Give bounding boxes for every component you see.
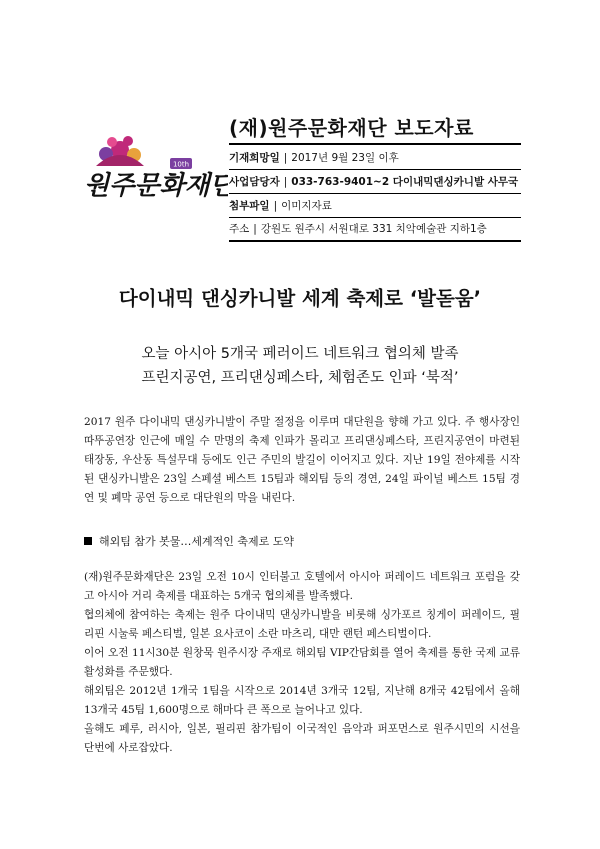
square-bullet-icon bbox=[84, 537, 92, 545]
paragraph-text: 해외팀은 2012년 1개국 1팀을 시작으로 2014년 3개국 12팀, 지난해 8개국 42팀에서 올해 13개국 45팀 1,600명으로 해마다 큰 폭으로 늘어나고 있다. bbox=[84, 685, 520, 716]
meta-value: 2017년 9월 23일 이후 bbox=[291, 152, 399, 164]
paragraph-text: 올해도 페루, 러시아, 일본, 필리핀 참가팀이 이국적인 음악과 퍼포먼스로 원주시민의 시선을 단번에 사로잡았다. bbox=[84, 723, 520, 754]
press-release-title: (재)원주문화재단 보도자료 bbox=[229, 116, 474, 140]
meta-label: 주소 bbox=[229, 223, 250, 235]
subheadline: 프린지공연, 프리댄싱페스타, 체험존도 인파 ‘북적’ bbox=[141, 370, 459, 386]
section-body bbox=[84, 568, 520, 758]
title-divider bbox=[229, 143, 521, 145]
meta-divider bbox=[229, 217, 521, 218]
meta-contact: 사업담당자 | 033-763-9401~2 다이내믹댄싱카니발 사무국 bbox=[229, 176, 519, 188]
meta-value: 이미지자료 bbox=[281, 200, 332, 212]
paragraph-text: 2017 원주 다이내믹 댄싱카니발이 주말 절정을 이루며 대단원을 향해 가고 있다. 주 행사장인 따뚜공연장 인근에 매일 수 만명의 축제 인파가 몰리고 프리댄싱페스타, 프린지공연이 마련된 태장동, 우산동 특설무대 등에도 인근 주민의 발길이 이어지고 있다. 지난 19일 전야제를 시작된 댄싱카니발은 23일 스페셜 베스트 15팀과 해외팀 등의 경연, 24일 파이널 베스트 15팀 경연 및 폐막 공연 등으로 대단원의 막을 내린다. bbox=[84, 416, 520, 504]
section-heading-text: 해외팀 참가 봇물…세계적인 축제로 도약 bbox=[99, 535, 295, 548]
headline: 다이내믹 댄싱카니발 세계 축제로 ‘발돋움’ bbox=[118, 287, 482, 310]
meta-attachment: 첨부파일 | 이미지자료 bbox=[229, 200, 332, 212]
meta-value: 033-763-9401~2 다이내믹댄싱카니발 사무국 bbox=[291, 176, 519, 188]
svg-text:원주문화재단: 원주문화재단 bbox=[84, 171, 228, 201]
meta-value: 강원도 원주시 서원대로 331 치악예술관 지하1층 bbox=[260, 223, 487, 235]
paragraph-text: (재)원주문화재단은 23일 오전 10시 인터불고 호텔에서 아시아 퍼레이드 네트워크 포럼을 갖고 아시아 거리 축제를 대표하는 5개국 협의체를 발족했다. bbox=[84, 571, 520, 602]
wonju-festival-logo-icon bbox=[78, 128, 228, 208]
meta-desired-date: 기재희망일 | 2017년 9월 23일 이후 bbox=[229, 152, 399, 164]
meta-divider bbox=[229, 169, 521, 170]
foundation-logo bbox=[78, 128, 228, 208]
meta-divider bbox=[229, 193, 521, 194]
meta-label: 첨부파일 bbox=[229, 200, 270, 212]
meta-address: 주소 | 강원도 원주시 서원대로 331 치악예술관 지하1층 bbox=[229, 223, 487, 235]
section-heading bbox=[84, 533, 294, 549]
meta-label: 사업담당자 bbox=[229, 176, 280, 188]
svg-text:10th: 10th bbox=[172, 160, 190, 169]
paragraph-text: 협의체에 참여하는 축제는 원주 다이내믹 댄싱카니발을 비롯해 싱가포르 칭게이 퍼레이드, 필리핀 시눌룩 페스티벌, 일본 요사코이 소란 마츠리, 대만 랜턴 페스티벌이다. bbox=[84, 609, 520, 640]
meta-bottom-divider bbox=[229, 240, 521, 242]
meta-label: 기재희망일 bbox=[229, 152, 280, 164]
subheadline: 오늘 아시아 5개국 페러이드 네트워크 협의체 발족 bbox=[141, 346, 459, 362]
paragraph-text: 이어 오전 11시30분 원창묵 원주시장 주재로 해외팀 VIP간담회를 열어 축제를 통한 국제 교류 활성화를 주문했다. bbox=[84, 647, 520, 678]
intro-paragraph bbox=[84, 413, 520, 508]
